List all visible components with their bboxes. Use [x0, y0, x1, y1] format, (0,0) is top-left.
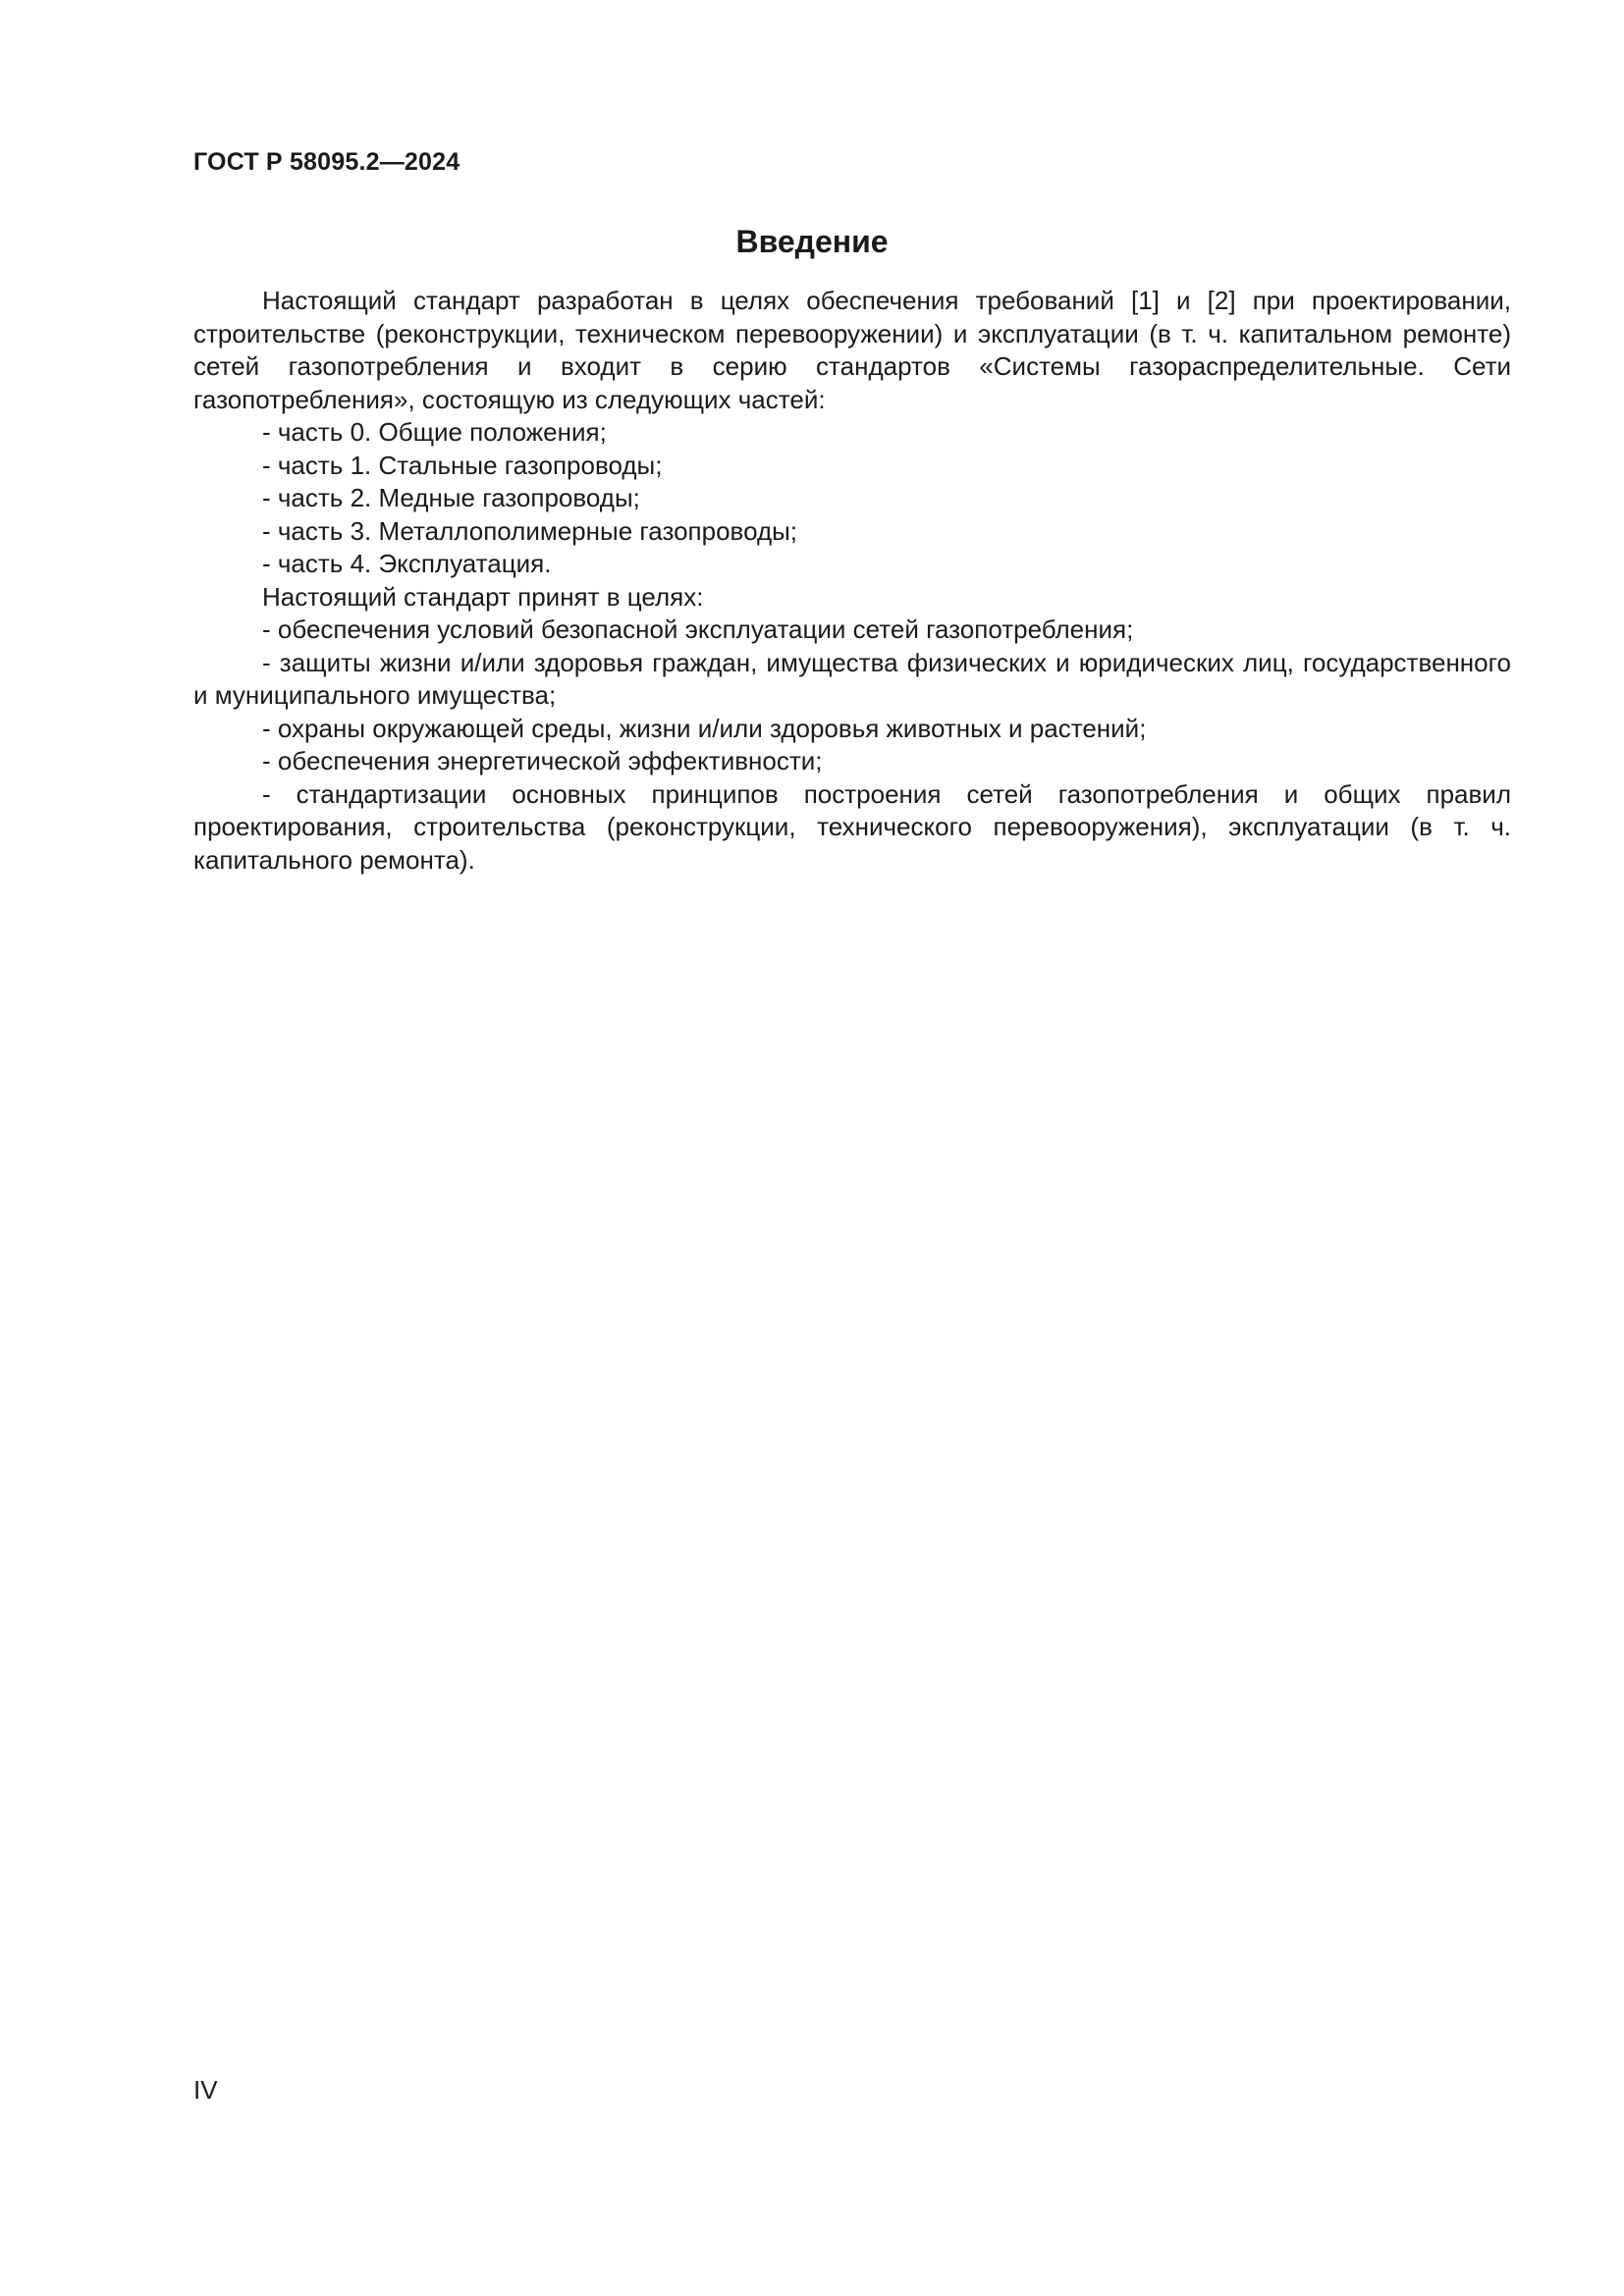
purpose-list-item: - охраны окружающей среды, жизни и/или здоровья животных и растений; — [262, 713, 1147, 743]
purpose-list-item: - стандартизации основных принципов построения сетей газопотребления и общих правил проектирования, строительства (реконструкции, технического перевооружения), эксплуатации (в т. ч. капитального ремонта). — [193, 778, 1511, 875]
introduction-body — [193, 285, 1511, 877]
purpose-list-item: - обеспечения энергетической эффективности; — [262, 746, 823, 775]
part-list-item: - часть 4. Эксплуатация. — [262, 549, 552, 578]
part-list-item: - часть 0. Общие положения; — [262, 417, 607, 447]
intro-paragraph: Настоящий стандарт разработан в целях обеспечения требований [1] и [2] при проектировании, строительстве (реконструкции, техническом перевооружении) и эксплуатации (в т. ч. капитальном ремонте) сетей газопотребления и входит в серию стандартов «Системы газораспределительные. Сети газопотребления», состоящую из следующих частей: — [193, 286, 1511, 414]
purpose-list-item: - обеспечения условий безопасной эксплуатации сетей газопотребления; — [262, 614, 1134, 644]
document-code: ГОСТ Р 58095.2—2024 — [193, 148, 460, 176]
part-list-item: - часть 3. Металлополимерные газопроводы; — [262, 515, 798, 546]
purpose-list-item: - защиты жизни и/или здоровья граждан, имущества физических и юридических лиц, государственного и муниципального имущества; — [193, 647, 1511, 710]
purpose-heading: Настоящий стандарт принят в целях: — [262, 581, 704, 612]
part-list-item: - часть 2. Медные газопроводы; — [262, 483, 640, 512]
page-number: IV — [193, 2075, 218, 2105]
part-list-item: - часть 1. Стальные газопроводы; — [262, 450, 663, 480]
section-title: Введение — [735, 224, 889, 259]
